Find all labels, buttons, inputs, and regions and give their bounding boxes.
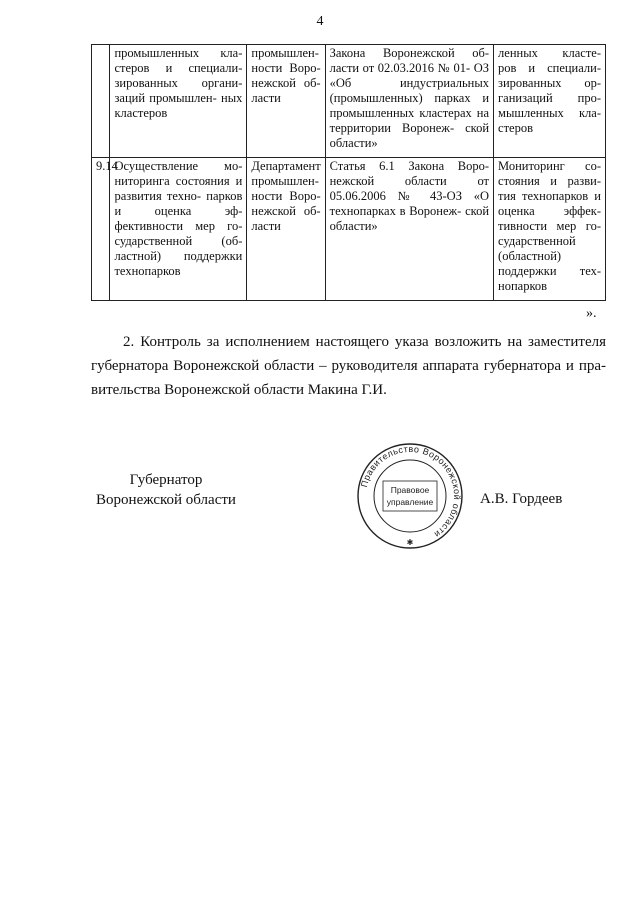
row-number	[92, 45, 110, 158]
result-cell: ленных класте- ров и специали- зированных ор- ганизаций про- мышленных кла- стеров	[494, 45, 606, 158]
activity-cell: промышленных кла- стеров и специали- зированных органи- заций промышлен- ных кластеров	[110, 45, 247, 158]
activity-cell: Осуществление мо- ниторинга состояния и развития техно- парков и оценка эф- фективности мер го- сударственной (об- ластной) поддержки технопарков	[110, 158, 247, 301]
stamp-center-line2: управление	[386, 497, 434, 507]
closing-quote: ».	[586, 306, 597, 321]
signer-title-line1: Губернатор	[129, 472, 203, 488]
official-stamp	[355, 441, 465, 551]
stamp-star-icon: ✱	[406, 538, 414, 547]
page-number: 4	[316, 14, 324, 29]
row-number: 9.14	[92, 158, 110, 301]
signer-title	[86, 470, 246, 510]
basis-cell: Статья 6.1 Закона Воро- нежской области от 05.06.2006 № 43-ОЗ «О технопарках в Воронеж- ской области»	[325, 158, 493, 301]
stamp-ring-text: Правительство Воронежской области	[358, 443, 463, 540]
table-row	[92, 45, 606, 158]
result-cell: Мониторинг со- стояния и разви- тия технопарков и оценка эффек- тивности мер го- сударственной (областной) поддержки тех- нопарков	[494, 158, 606, 301]
control-paragraph: 2. Контроль за исполнением настоящего указа возложить на заместителя губернатора Воронежской области – руководителя аппарата губернатора и пра- вительства Воронежской области Макина Г.И.	[91, 334, 606, 398]
responsible-cell: промышлен- ности Воро- нежской об- ласти	[247, 45, 325, 158]
measures-table	[91, 44, 606, 301]
responsible-cell: Департамент промышлен- ности Воро- нежской об- ласти	[247, 158, 325, 301]
signer-name: А.В. Гордеев	[480, 491, 563, 507]
stamp-center-line1: Правовое	[390, 485, 430, 495]
signer-title-line2: Воронежской области	[96, 492, 236, 508]
basis-cell: Закона Воронежской об- ласти от 02.03.2016 № 01- ОЗ «Об индустриальных (промышленных) парках и промышленных кластерах на территории Воронеж- ской области»	[325, 45, 493, 158]
table-row	[92, 158, 606, 301]
